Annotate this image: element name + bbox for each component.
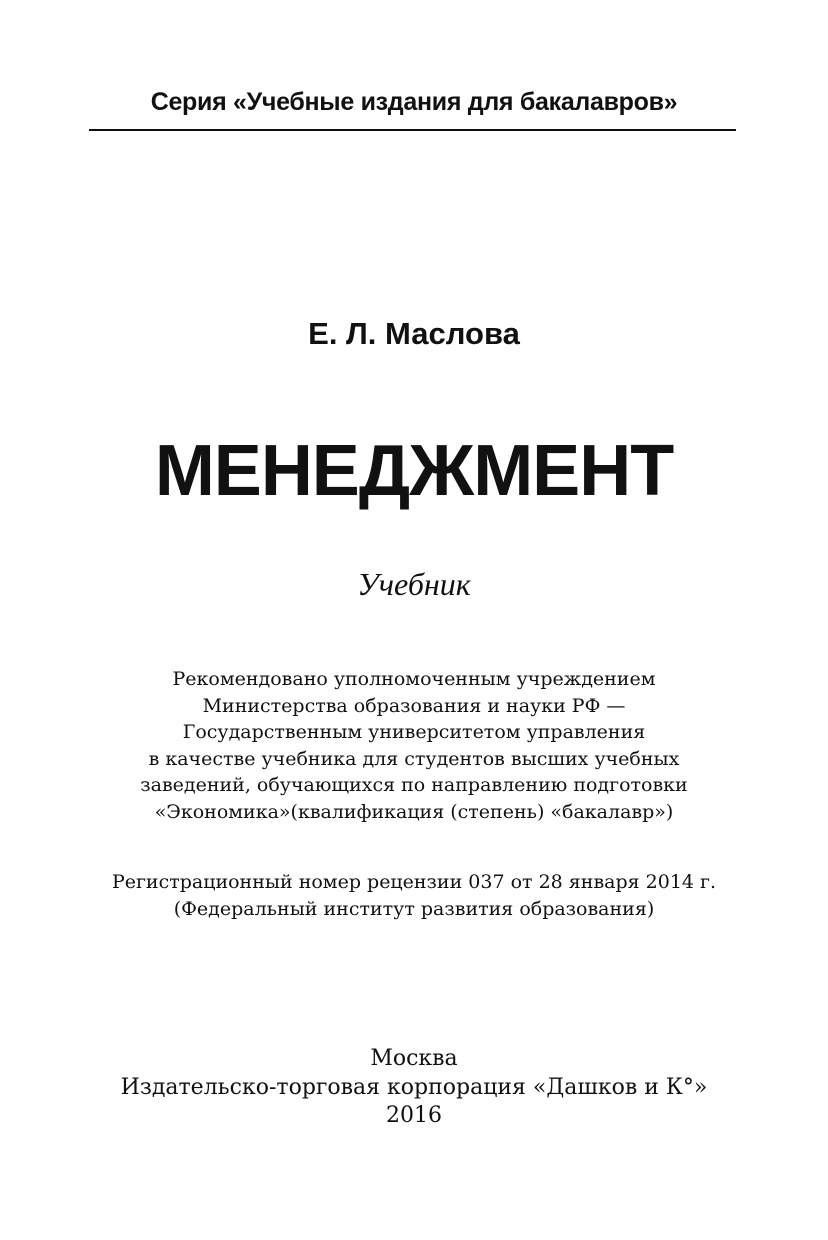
recommendation-line: заведений, обучающихся по направлению подготовки [140,774,688,797]
recommendation-line: Государственным университетом управления [182,721,646,744]
imprint-publisher: Издательско-торговая корпорация «Дашков и К°» [120,1074,708,1100]
registration-line: (Федеральный институт развития образования) [173,897,655,920]
recommendation-line: «Экономика»(квалификация (степень) «бакалавр») [154,800,674,823]
recommendation-line: Рекомендовано уполномоченным учреждением [172,668,656,690]
author-name: Е. Л. Маслова [308,316,520,351]
recommendation-line: Министерства образования и науки РФ — [202,694,626,717]
imprint-year: 2016 [386,1103,442,1128]
book-title: МЕНЕДЖМЕНТ [154,431,674,511]
recommendation-text [0,666,828,826]
imprint [0,1045,828,1131]
series-divider [89,129,736,131]
book-subtitle: Учебник [357,566,471,602]
recommendation-line: в качестве учебника для студентов высших учебных [148,747,680,770]
imprint-city: Москва [370,1046,458,1071]
registration-line: Регистрационный номер рецензии 037 от 28 января 2014 г. [111,871,717,893]
registration-text [0,869,828,922]
series-heading: Серия «Учебные издания для бакалавров» [150,88,678,116]
